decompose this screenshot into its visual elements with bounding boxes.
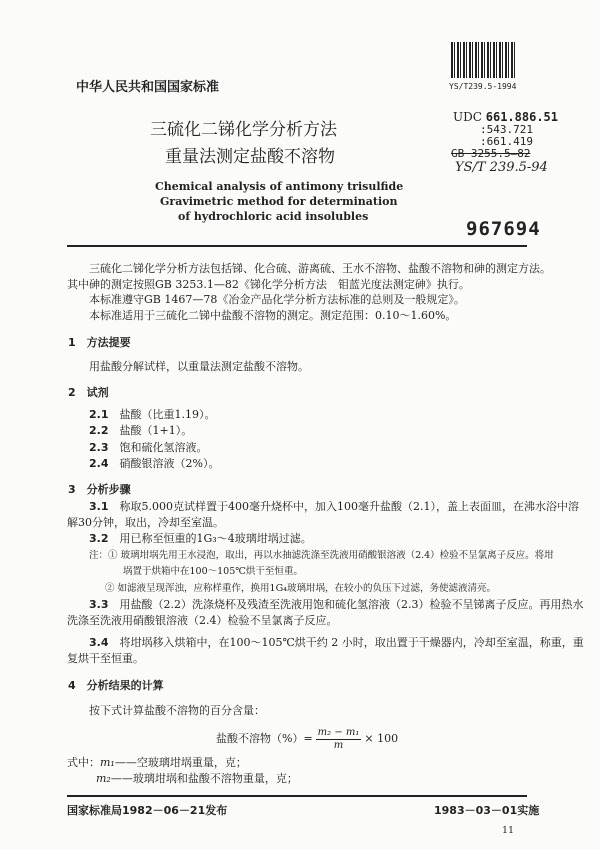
formula-denominator: m — [333, 739, 344, 751]
step-3-2: 3.2 用已称至恒重的1G₃～4玻璃坩埚过滤。 — [89, 532, 312, 545]
intro-line: 本标准适用于三硫化二锑中盐酸不溶物的测定。测定范围：0.10～1.60%。 — [89, 309, 457, 322]
serial-number: 967694 — [466, 218, 541, 240]
header-rule — [67, 245, 527, 247]
step-3-3-cont: 洗涤至洗液用硝酸银溶液（2.4）检验不呈氯离子反应。 — [67, 614, 338, 627]
reagent-item: 2.2 盐酸（1+1）。 — [89, 424, 193, 437]
udc — [453, 110, 558, 124]
step-3-4: 3.4 将坩埚移入烘箱中，在100～105℃烘干约 2 小时，取出置于干燥器内，冷却至室温，称重，重 — [89, 636, 584, 649]
note-1: 注：① 玻璃坩埚先用王水浸泡，取出，再以水抽滤洗涤至洗液用硝酸银溶液（2.4）检验不呈氯离子反应。将坩 — [89, 550, 554, 561]
udc-1: 661.886.51 — [485, 110, 558, 124]
section-4-heading: 4 分析结果的计算 — [68, 679, 164, 692]
reagent-item: 2.1 盐酸（比重1.19）。 — [89, 408, 216, 421]
intro-line: 其中砷的测定按照GB 3253.1—82《锑化学分析方法 钼蓝光度法测定砷》执行。 — [67, 278, 470, 291]
udc-3: :661.419 — [480, 135, 533, 148]
udc-2: :543.721 — [480, 123, 533, 136]
barcode-code: YS/T239.5-1994 — [449, 82, 517, 91]
note-2: ② 如滤液呈现浑浊，应称样重作，换用1G₄玻璃坩埚，在较小的负压下过滤，务使滤液清亮。 — [105, 583, 496, 594]
issue-date: 国家标准局1982－06－21发布 — [67, 804, 228, 817]
section-2-heading: 2 试剂 — [68, 386, 109, 399]
formula: 盐酸不溶物（%）= $\frac{\text{m₂ − m₁}}{m}$ × 100 — [216, 726, 399, 751]
reagent-item: 2.4 硝酸银溶液（2%）。 — [89, 457, 220, 470]
section-1-heading: 1 方法提要 — [68, 336, 131, 349]
national-standard-label: 中华人民共和国国家标准 — [76, 80, 220, 95]
section-3-heading: 3 分析步骤 — [68, 483, 131, 496]
intro-line: 本标准遵守GB 1467—78《冶金产品化学分析方法标准的总则及一般规定》。 — [89, 293, 465, 306]
effective-date: 1983－03－01实施 — [434, 804, 540, 817]
ys-new-code-handwritten: YS/T 239.5-94 — [455, 160, 548, 175]
step-3-1-cont: 解30分钟，取出，冷却至室温。 — [67, 516, 224, 529]
gb-old-code: GB 3255.5—82 — [451, 147, 531, 160]
section-4-text: 按下式计算盐酸不溶物的百分含量： — [89, 704, 265, 717]
title-cn-1: 三硫化二锑化学分析方法 — [150, 120, 337, 140]
step-3-3: 3.3 用盐酸（2.2）洗涤烧杯及残渣至洗液用饱和硫化氢溶液（2.3）检验不呈锑离子反应。再用热水 — [89, 598, 584, 611]
where-m2: m₂——玻璃坩埚和盐酸不溶物重量，克； — [96, 772, 298, 785]
note-1-cont: 埚置于烘箱中在100～105℃烘干至恒重。 — [123, 566, 303, 577]
title-en-1: Chemical analysis of antimony trisulfide — [155, 180, 404, 193]
title-en-2: Gravimetric method for determination — [160, 195, 398, 208]
step-3-4-cont: 复烘干至恒重。 — [67, 652, 144, 665]
title-en-3: of hydrochloric acid insolubles — [178, 210, 369, 223]
section-1-text: 用盐酸分解试样，以重量法测定盐酸不溶物。 — [89, 360, 309, 373]
barcode — [451, 42, 515, 78]
where-m1: 式中：m₁——空玻璃坩埚重量，克； — [67, 756, 247, 769]
footer-rule — [67, 795, 527, 797]
udc-label: UDC — [453, 110, 482, 124]
step-3-1: 3.1 称取5.000克试样置于400毫升烧杯中，加入100毫升盐酸（2.1），盖上表面皿，在沸水浴中溶 — [89, 500, 579, 513]
intro-line: 三硫化二锑化学分析方法包括锑、化合硫、游离硫、王水不溶物、盐酸不溶物和砷的测定方法。 — [89, 262, 551, 275]
formula-numerator: m₂ − m₁ — [317, 726, 360, 738]
page-number: 11 — [502, 825, 515, 836]
reagent-item: 2.3 饱和硫化氢溶液。 — [89, 441, 208, 454]
title-cn-2: 重量法测定盐酸不溶物 — [165, 147, 335, 167]
